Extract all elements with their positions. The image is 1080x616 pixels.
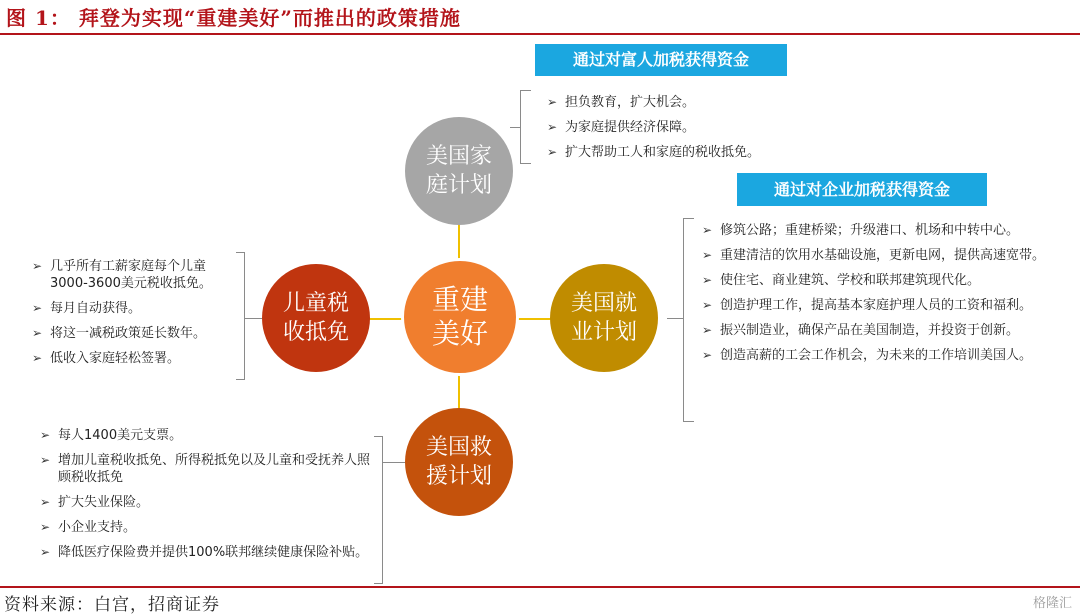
list-item: [28, 258, 240, 292]
arrow-bullet-icon: ➢: [32, 326, 43, 340]
source-note: 资料来源：白宫，招商证券: [4, 595, 220, 615]
arrow-bullet-icon: ➢: [702, 298, 713, 312]
list-child-item-3: 将这一减税政策延长数年。: [50, 326, 207, 341]
list-item: [28, 325, 240, 342]
bracket-rescue: [374, 436, 383, 584]
circle-family-plan: [405, 117, 513, 225]
circle-jobs-line1: 美国就: [570, 291, 637, 316]
list-jobs-item-2: 重建清洁的饮用水基础设施，更新电网，提供高速宽带。: [720, 248, 1046, 263]
page-title: 图 1： 拜登为实现“重建美好”而推出的政策措施: [6, 6, 461, 30]
bracket-family: [520, 90, 531, 164]
list-jobs-item-1: 修筑公路；重建桥梁；升级港口、机场和中转中心。: [720, 223, 1020, 238]
circle-jobs-line2: 业计划: [570, 320, 637, 345]
bracket-jobs: [683, 218, 694, 422]
list-item: [698, 222, 1076, 239]
arrow-bullet-icon: ➢: [547, 95, 558, 109]
arrow-bullet-icon: ➢: [40, 495, 51, 509]
arrow-bullet-icon: ➢: [702, 323, 713, 337]
list-item: [543, 94, 843, 111]
list-jobs: [698, 222, 1076, 372]
list-jobs-item-6: 创造高薪的工会工作机会，为未来的工作培训美国人。: [720, 348, 1033, 363]
list-rescue-item-1: 每人1400美元支票。: [58, 428, 183, 443]
bracket-rescue-tick: [382, 462, 405, 463]
arrow-bullet-icon: ➢: [40, 545, 51, 559]
list-item: [698, 272, 1076, 289]
title-rule: [0, 33, 1080, 35]
arrow-bullet-icon: ➢: [32, 259, 43, 273]
tag-corp-tax: 通过对企业加税获得资金: [737, 173, 987, 206]
arrow-bullet-icon: ➢: [547, 145, 558, 159]
footer-rule: [0, 586, 1080, 588]
list-item: [36, 544, 374, 561]
list-child: [28, 258, 240, 375]
tag-rich-tax: 通过对富人加税获得资金: [535, 44, 787, 76]
circle-rescue-plan: [405, 408, 513, 516]
list-item: [543, 119, 843, 136]
list-family-item-3: 扩大帮助工人和家庭的税收抵免。: [565, 145, 761, 160]
list-rescue-item-3: 扩大失业保险。: [58, 495, 150, 510]
circle-family-line1: 美国家: [425, 144, 492, 169]
list-jobs-item-3: 使住宅、商业建筑、学校和联邦建筑现代化。: [720, 273, 981, 288]
list-item: [36, 427, 374, 444]
circle-rescue-line1: 美国救: [425, 435, 492, 460]
circle-rescue-line2: 援计划: [425, 464, 492, 489]
arrow-bullet-icon: ➢: [32, 301, 43, 315]
list-rescue-item-2: 增加儿童税收抵免、所得税抵免以及儿童和受抚养人照顾税收抵免: [58, 453, 371, 485]
list-item: [36, 494, 374, 511]
list-item: [28, 350, 240, 367]
list-item: [543, 144, 843, 161]
circle-build-back-better: [401, 258, 519, 376]
circle-center-line1: 重建: [431, 283, 488, 316]
circle-family-line2: 庭计划: [425, 173, 492, 198]
arrow-bullet-icon: ➢: [547, 120, 558, 134]
arrow-bullet-icon: ➢: [32, 351, 43, 365]
arrow-bullet-icon: ➢: [40, 428, 51, 442]
list-family-item-2: 为家庭提供经济保障。: [565, 120, 696, 135]
bracket-jobs-tick: [667, 318, 683, 319]
list-child-item-4: 低收入家庭轻松签署。: [50, 351, 181, 366]
list-item: [36, 519, 374, 536]
list-jobs-item-4: 创造护理工作，提高基本家庭护理人员的工资和福利。: [720, 298, 1033, 313]
bracket-child-tick: [244, 318, 262, 319]
list-family: [543, 94, 843, 169]
list-item: [36, 452, 374, 486]
arrow-bullet-icon: ➢: [702, 223, 713, 237]
arrow-bullet-icon: ➢: [702, 348, 713, 362]
list-child-item-1: 几乎所有工薪家庭每个儿童3000-3600美元税收抵免。: [50, 259, 212, 291]
arrow-bullet-icon: ➢: [702, 248, 713, 262]
list-rescue-item-4: 小企业支持。: [58, 520, 137, 535]
list-rescue-item-5: 降低医疗保险费并提供100%联邦继续健康保险补贴。: [58, 545, 369, 560]
list-item: [698, 322, 1076, 339]
list-rescue: [36, 427, 374, 569]
list-jobs-item-5: 振兴制造业，确保产品在美国制造，并投资于创新。: [720, 323, 1020, 338]
list-child-item-2: 每月自动获得。: [50, 301, 142, 316]
circle-child-tax-credit: [262, 264, 370, 372]
list-item: [28, 300, 240, 317]
bracket-family-tick: [510, 127, 520, 128]
circle-jobs-plan: [550, 264, 658, 372]
arrow-bullet-icon: ➢: [40, 520, 51, 534]
circle-child-line2: 收抵免: [282, 320, 349, 345]
list-item: [698, 297, 1076, 314]
arrow-bullet-icon: ➢: [40, 453, 51, 467]
list-family-item-1: 担负教育，扩大机会。: [565, 95, 696, 110]
arrow-bullet-icon: ➢: [702, 273, 713, 287]
watermark-logo: 格隆汇: [1032, 596, 1072, 611]
list-item: [698, 247, 1076, 264]
circle-child-line1: 儿童税: [282, 291, 349, 316]
circle-center-line2: 美好: [431, 317, 488, 350]
list-item: [698, 347, 1076, 364]
